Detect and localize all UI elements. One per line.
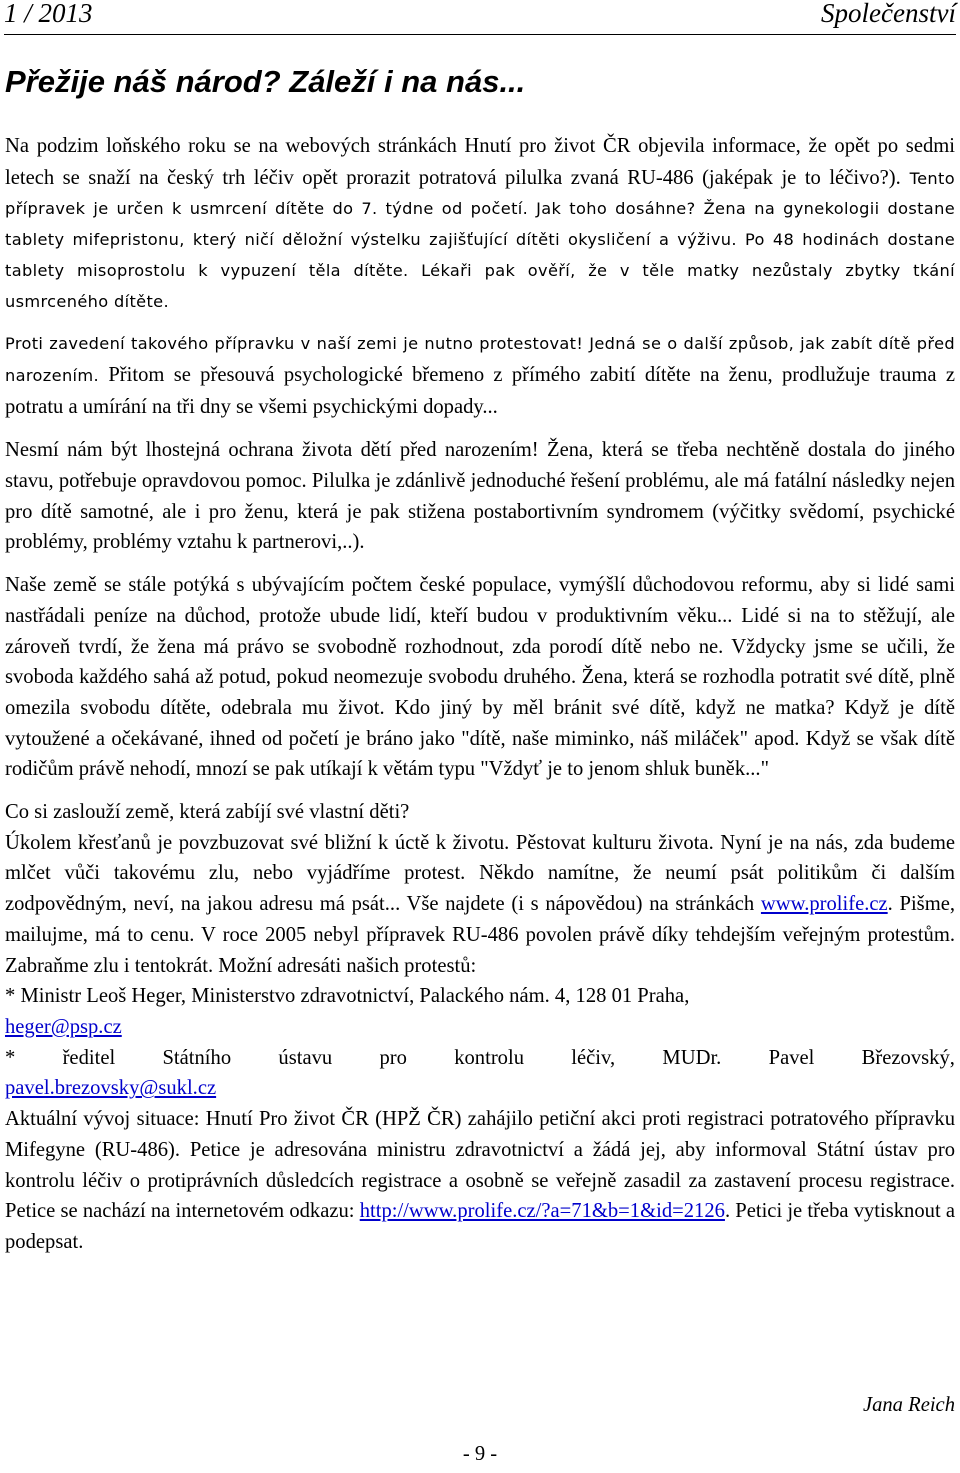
article-title: Přežije náš národ? Záleží i na nás... <box>5 64 526 99</box>
address-word: ústavu <box>278 1046 333 1069</box>
address-word: MUDr. <box>662 1046 722 1069</box>
call-text <box>5 828 955 982</box>
address-word: Pavel <box>768 1046 815 1069</box>
protest-sans-text: Proti zavedení takového přípravku v naší zemi je nutno protestovat! Jedná se o další způsob, jak zabít dítě před narozením. <box>5 334 955 385</box>
question-line: Co si zaslouží země, která zabíjí své vlastní děti? <box>5 801 410 824</box>
call-text-b: . Pišme, mailujme, má to cenu. V roce 2005 nebyl přípravek RU-486 povolen právě díky tehdejším veřejným protestům. Zabraňme zlu i tentokrát. Možní adresáti našich protestů: <box>5 893 955 977</box>
page-number: - 9 - <box>462 1443 498 1465</box>
address-word: * <box>5 1046 16 1069</box>
address-director-email-line <box>5 1073 955 1104</box>
section-name: Společenství <box>821 0 956 28</box>
paragraph-protest <box>5 329 955 423</box>
petition-link[interactable]: http://www.prolife.cz/?a=71&b=1&id=2126 <box>359 1200 725 1223</box>
header-rule <box>4 34 956 35</box>
address-word: léčiv, <box>571 1046 616 1069</box>
address-word: kontrolu <box>454 1046 524 1069</box>
help-text-b: Pilulka je zdánlivě jednoduché řešení problému, ale má fatální následky nejen pro dítě samotné, ale i pro ženu, která je pak stižena postabortivním syndromem (výčitky svědomí, psychické problémy, problémy vztahu k partnerovi,..). <box>5 470 956 554</box>
page-header <box>4 0 956 32</box>
author-signature: Jana Reich <box>862 1394 955 1416</box>
petition-text-a: Aktuální vývoj situace: Hnutí Pro život ČR (HPŽ ČR) zahájilo petiční akci proti registraci potratového přípravku Mifegyne (RU-486). Petice je adresována ministru zdravotnictví a žádá jej, aby informoval Státní ústav pro kontrolu léčiv o protiprávních důsledcích registrace a osobně se veřejně zasadil za zastavení procesu registrace. Petice se nachází na internetovém odkazu: <box>5 1108 955 1223</box>
address-word: Státního <box>162 1046 232 1069</box>
paragraph-help <box>5 435 955 558</box>
petition-text-b: . Petici je třeba vytisknout a podepsat. <box>5 1200 955 1253</box>
issue-number: 1 / 2013 <box>4 0 93 28</box>
protest-serif-text: Přitom se přesouvá psychologické břemeno z přímého zabití dítěte na ženu, prodlužuje trauma z potratu a umírání na tři dny se všemi psychickými dopady... <box>5 363 955 418</box>
help-text-a: Nesmí nám být lhostejná ochrana života dětí před narozením! Žena, která se třeba nechtěně dostala do jiného stavu, potřebuje opravdovou pomoc. <box>5 439 955 493</box>
petition-text <box>5 1104 955 1258</box>
intro-serif-text: Na podzim loňského roku se na webových stránkách Hnutí pro život ČR objevila informace, že opět po sedmi letech se snaží na český trh léčiv opět prorazit potratová pilulka zvaná RU-486 (jaképak je to léčivo?). <box>5 135 955 189</box>
address-minister <box>5 981 955 1042</box>
address-minister-text: * Ministr Leoš Heger, Ministerstvo zdravotnictví, Palackého nám. 4, 128 01 Praha, <box>5 985 690 1008</box>
call-text-a: Úkolem křesťanů je povzbuzovat své bližní k úctě k životu. Pěstovat kulturu života. Nyní je na nás, zda budeme mlčet vůči takovému zlu, nebo vyjádříme protest. Někdo namítne, že neumí psát politikům či dalším zodpovědným, neví, na jakou adresu má psát... Vše najdete (i s nápovědou) na stránkách <box>5 831 955 916</box>
heger-email-link[interactable]: heger@psp.cz <box>5 1015 122 1038</box>
paragraph-population: Naše země se stále potýká s ubývajícím počtem české populace, vymýšlí důchodovou reformu, aby si lidé sami nastřádali peníze na důchod, protože ubude lidí, kteří budou v produktivním věku... Lidé si na to stěžují, ale zároveň tvrdí, že žena má právo se svobodně rozhodnout, zda porodí dítě nebo ne. Vždycky jsme se učili, že svoboda každého sahá až potud, pokud neomezuje svobodu druhého. Žena, která se rozhodla potratit své dítě, plně omezila svobodu dítěte, odebrala mu život. Kdo jiný by měl bránit své dítě, když ne matka? Když je dítě vytoužené a očekávané, ihned od početí je bráno jako "dítě, naše miminko, náš miláček" apod. Když se však dítě rodičům právě nehodí, mnozí se pak utíkají k větám typu "Vždyť je to jenom shluk buněk..." <box>5 574 955 781</box>
address-word: Březovský, <box>861 1046 955 1069</box>
prolife-link[interactable]: www.prolife.cz <box>760 893 888 916</box>
address-word: ředitel <box>62 1046 116 1069</box>
article-body <box>5 131 955 1258</box>
address-word: pro <box>379 1046 407 1069</box>
intro-sans-text: Tento přípravek je určen k usmrcení dítěte do 7. týdne od početí. Jak toho dosáhne? Žena na gynekologii dostane tablety mifepristonu, který ničí děložní výstelku zajišťující dítěti okysličení a výživu. Po 48 hodinách dostane tablety misoprostolu k vypuzení těla dítěte. Lékaři pak ověří, že v těle matky nezůstaly zbytky tkání usmrceného dítěte. <box>5 168 955 311</box>
brezovsky-email-link[interactable]: pavel.brezovsky@sukl.cz <box>5 1077 217 1100</box>
paragraph-call <box>5 797 955 1258</box>
address-director-row <box>5 1043 955 1074</box>
paragraph-intro <box>5 131 955 317</box>
